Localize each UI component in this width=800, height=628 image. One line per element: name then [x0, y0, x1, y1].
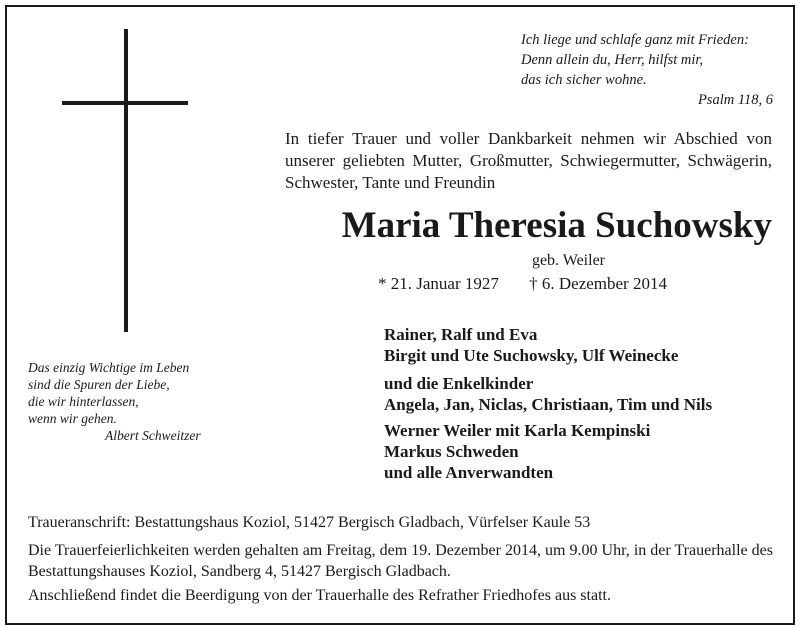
- intro-text: In tiefer Trauer und voller Dankbarkeit nehmen wir Abschied von unserer geliebten Mutter, Großmutter, Schwiegermutter, Schwägerin, Schwester, Tante und Freundin: [285, 129, 772, 192]
- psalm-line: Denn allein du, Herr, hilfst mir,: [521, 52, 704, 68]
- mourning-address: Traueranschrift: Bestattungshaus Koziol, 51427 Bergisch Gladbach, Vürfelser Kaule 53: [28, 514, 591, 531]
- psalm-quote: [521, 30, 773, 110]
- mourner-line: und die Enkelkinder: [384, 374, 534, 393]
- mourner-line: Werner Weiler mit Karla Kempinski: [384, 421, 651, 440]
- quote-line: sind die Spuren der Liebe,: [28, 377, 170, 392]
- schweitzer-quote: [28, 359, 238, 444]
- quote-line: die wir hinterlassen,: [28, 394, 139, 409]
- ceremony-info: Die Trauerfeierlichkeiten werden gehalten am Freitag, dem 19. Dezember 2014, um 9.00 Uhr, in der Trauerhalle des Bestattungshauses Koziol, Sandberg 4, 51427 Bergisch Gladbach.: [28, 542, 773, 580]
- birth-date: * 21. Januar 1927: [378, 274, 499, 293]
- mourner-line: Birgit und Ute Suchowsky, Ulf Weinecke: [384, 346, 679, 365]
- mourner-line: Angela, Jan, Niclas, Christiaan, Tim und Nils: [384, 395, 713, 414]
- psalm-reference: Psalm 118, 6: [697, 92, 773, 108]
- mourner-line: Markus Schweden: [384, 442, 519, 461]
- mourner-line: Rainer, Ralf und Eva: [384, 325, 538, 344]
- mourner-line: und alle Anverwandten: [384, 463, 554, 482]
- death-date: † 6. Dezember 2014: [529, 274, 667, 293]
- psalm-line: Ich liege und schlafe ganz mit Frieden:: [521, 32, 749, 48]
- life-dates: [378, 274, 667, 294]
- deceased-name: Maria Theresia Suchowsky: [341, 205, 772, 246]
- cross-horizontal-bar: [62, 101, 188, 105]
- maiden-name: geb. Weiler: [531, 252, 605, 269]
- quote-line: wenn wir gehen.: [28, 411, 117, 426]
- mourners-list: [384, 324, 779, 483]
- burial-info: Anschließend findet die Beerdigung von der Trauerhalle des Refrather Friedhofes aus statt.: [28, 587, 611, 604]
- psalm-line: das ich sicher wohne.: [521, 72, 647, 88]
- funeral-info: [28, 512, 773, 606]
- cross-vertical-bar: [124, 29, 128, 332]
- quote-author: Albert Schweitzer: [105, 428, 201, 443]
- quote-line: Das einzig Wichtige im Leben: [28, 360, 190, 375]
